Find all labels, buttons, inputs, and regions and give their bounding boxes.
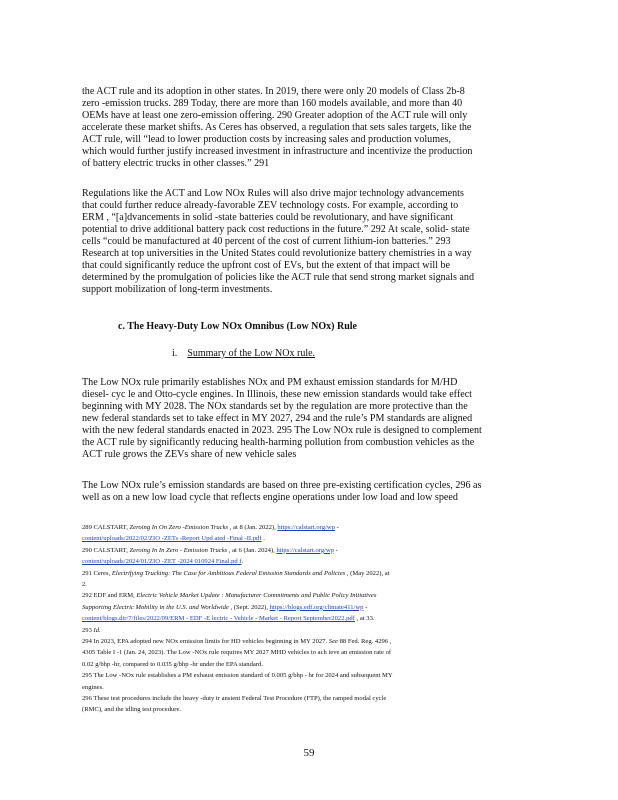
footnote-line xyxy=(82,570,390,578)
text-line: accelerate these market shifts. As Ceres has observed, a regulation that sets sales targets, like the xyxy=(82,122,472,133)
footnote-line xyxy=(82,706,181,714)
text-line: well as on a new low load cycle that reflects engine operations under low load and low speed xyxy=(82,492,458,503)
footnote-line xyxy=(82,592,376,600)
footnote-line xyxy=(82,649,391,657)
footnote-title: Zeroing In On Zero -Emission Trucks xyxy=(129,524,229,531)
subsection-number: i. xyxy=(172,348,178,359)
text-line: the ACT rule by significantly reducing health-harming pollution from combustion vehicles as the xyxy=(82,437,475,448)
footnote-text: 289 CALSTART, xyxy=(82,524,130,531)
footnote-text: 295 The Low -NOx rule establishes a PM exhaust emission standard of 0.005 g/bhp - hr for 2024 and subsequent MY xyxy=(82,672,393,680)
text-line: zero -emission trucks. 289 Today, there are more than 160 models available, and more than 40 xyxy=(82,98,463,109)
footnote-text: - xyxy=(334,546,338,554)
footnote-line xyxy=(82,684,104,692)
subsection-title: Summary of the Low NOx rule. xyxy=(187,348,316,359)
footnote-text: 88 Fed. Reg. 4296 , xyxy=(337,638,392,645)
footnote-link[interactable]: https://blogs.edf.org/climate411/wp xyxy=(269,603,364,611)
text-line: that could further reduce already-favorable ZEV technology costs. For example, according to xyxy=(82,200,459,211)
footnote-text: engines. xyxy=(82,683,104,691)
footnote-text: . xyxy=(241,558,244,566)
text-line: The Low NOx rule’s emission standards are based on three pre-existing certification cycles, 296 as xyxy=(82,480,482,491)
footnote-text: , at 33. xyxy=(354,615,375,623)
footnote-text: 291 Ceres, xyxy=(82,569,112,577)
footnote-title: See xyxy=(328,638,338,645)
text-line: ERM , “[a]dvancements in solid -state batteries could be revolutionary, and have significant xyxy=(82,212,454,223)
footnote-text: (RMC), and the idling test procedure. xyxy=(82,706,182,714)
footnote-text: , at 6 (Jan. 2024), xyxy=(227,546,277,554)
text-line: which would further justify increased investment in infrastructure and incentivize the production xyxy=(82,146,473,157)
footnote-title: Zeroing In In Zero - Emission Trucks xyxy=(129,546,228,554)
text-line: Research at top universities in the United States could revolutionize battery chemistries in a way xyxy=(82,248,472,259)
text-line: beginning with MY 2028. The NOx standards set by the regulation are more protective than the xyxy=(82,401,468,412)
text-line: of battery electric trucks in other classes.” 291 xyxy=(82,158,270,169)
footnote-text: 290 CALSTART, xyxy=(82,546,130,554)
footnote-line xyxy=(82,558,243,566)
footnote-link[interactable]: content/uploads/2022/02/ZIO -ZETs -Report Upd ated -Final -II.pdf xyxy=(82,535,262,543)
text-line: that could significantly reduce the upfront cost of EVs, but the extent of that impact will be xyxy=(82,260,451,271)
footnote-text: 296 These test procedures include the heavy -duty tr ansient Federal Test Procedure (FTP), the ramped modal cycle xyxy=(82,695,387,702)
footnote-text: - xyxy=(334,524,339,531)
text-line: cells “could be manufactured at 40 percent of the cost of current lithium-ion batteries.” 293 xyxy=(82,236,451,247)
footnote-text: 2. xyxy=(82,581,87,588)
footnote-text: . xyxy=(261,535,265,543)
footnote-line xyxy=(82,661,263,669)
footnote-text: 292 EDF and ERM, xyxy=(82,592,137,600)
footnote-link[interactable]: content/uploads/2024/01/ZIO -ZET -2024 010924 Final.pd f xyxy=(82,558,242,566)
footnote-text: , at 8 (Jan. 2022), xyxy=(228,524,278,531)
footnote-text: , (May 2022), at xyxy=(345,569,390,577)
text-line: OEMs have at least one zero-emission offering. 290 Greater adoption of the ACT rule will only xyxy=(82,110,468,121)
footnote-text: 294 In 2023, EPA adopted new NOx emission limits for HD vehicles beginning in MY 2027. xyxy=(82,638,329,645)
text-line: diesel- cyc le and Otto-cycle engines. In Illinois, these new emission standards would take effect xyxy=(82,389,472,400)
footnote-line xyxy=(82,581,87,589)
footnote-title: Supporting Electric Mobility in the U.S. and Worldwide xyxy=(82,603,229,611)
footnote-line xyxy=(82,695,386,703)
text-line: potential to drive additional battery pack cost reductions in the future.” 292 At scale, solid- state xyxy=(82,224,470,235)
page-number: 59 xyxy=(303,747,315,759)
footnote-title: Id. xyxy=(93,626,101,634)
footnote-line xyxy=(82,615,375,623)
text-line: the ACT rule and its adoption in other states. In 2019, there were only 20 models of Class 2b-8 xyxy=(82,86,465,97)
footnote-line xyxy=(82,547,338,555)
footnote-link[interactable]: https://calstart.org/wp xyxy=(276,546,335,554)
text-line: determined by the promulgation of policies like the ACT rule that send strong market signals and xyxy=(82,272,474,283)
footnote-title: Electrifying Trucking: The Case for Ambitious Federal Emission Standards and Policies xyxy=(111,569,346,577)
footnote-line xyxy=(82,524,339,532)
text-line: with the new federal standards enacted in 2023. 295 The Low NOx rule is designed to complement xyxy=(82,425,482,436)
footnote-line xyxy=(82,638,391,646)
footnote-link[interactable]: content/blogs.dir/7/files/2022/09/ERM - EDF -E lectric - Vehicle - Market - Report September2022.pdf xyxy=(82,615,355,623)
footnote-line xyxy=(82,604,367,612)
footnote-text: 4305 Table I -1 (Jan. 24, 2023). The Low -NOx rule requires MY 2027 MHD vehicles to ach ieve an emission rate of xyxy=(82,649,392,657)
footnote-title: Electric Vehicle Market Update : Manufacturer Commitments and Public Policy Initiatives xyxy=(136,592,377,600)
text-line: support mobilization of long-term investments. xyxy=(82,284,273,295)
text-line: Regulations like the ACT and Low NOx Rules will also drive major technology advancements xyxy=(82,188,464,199)
subsection-heading-i xyxy=(172,348,315,359)
section-heading-c: c. The Heavy-Duty Low NOx Omnibus (Low NOx) Rule xyxy=(118,321,357,332)
footnote-line xyxy=(82,672,393,680)
text-line: The Low NOx rule primarily establishes NOx and PM exhaust emission standards for M/HD xyxy=(82,377,458,388)
text-line: ACT rule, will “lead to lower production costs by increasing sales and production volumes, xyxy=(82,134,451,145)
footnote-line xyxy=(82,535,265,543)
footnote-link[interactable]: https://calstart.org/wp xyxy=(277,524,335,531)
text-line: new federal standards set to take effect in MY 2027, 294 and the rule’s PM standards are aligned xyxy=(82,413,473,424)
footnote-text: 0.02 g/bhp -hr, compared to 0.035 g/bhp -hr under the EPA standard. xyxy=(82,660,263,668)
footnote-text: , (Sept. 2022), xyxy=(228,603,270,611)
text-line: ACT rule grows the ZEVs share of new vehicle sales xyxy=(82,449,297,460)
footnote-text: 293 xyxy=(82,626,94,634)
footnote-line xyxy=(82,627,101,635)
footnote-text: - xyxy=(363,603,368,611)
